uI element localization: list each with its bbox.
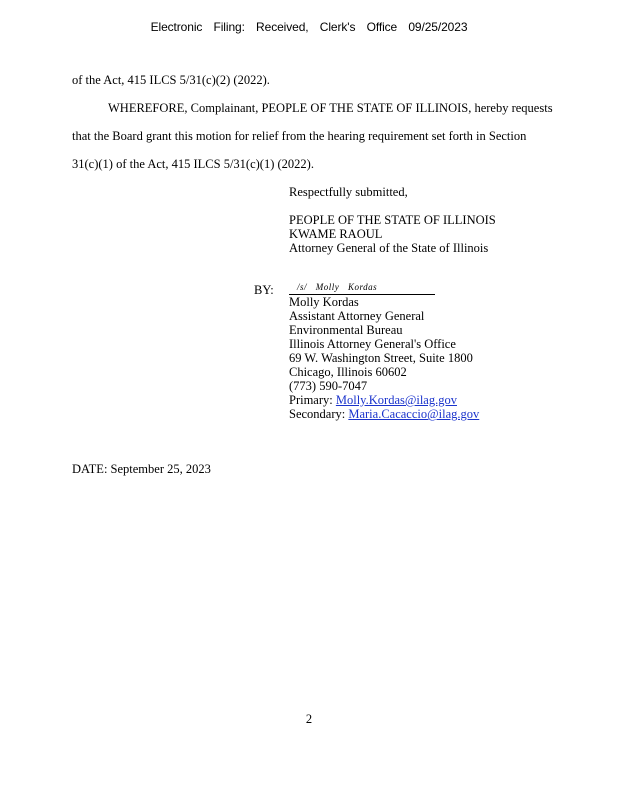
attorney-general-name: KWAME RAOUL (289, 227, 383, 241)
secondary-email-link[interactable]: Maria.Cacaccio@ilag.gov (348, 407, 480, 421)
office-name: Illinois Attorney General's Office (289, 337, 456, 351)
secondary-email-label: Secondary: (289, 407, 346, 421)
body-text-line: 31(c)(1) of the Act, 415 ILCS 5/31(c)(1) (2022). (72, 157, 314, 171)
primary-email-row (289, 393, 479, 407)
street-address: 69 W. Washington Street, Suite 1800 (289, 351, 473, 365)
contact-block (289, 295, 479, 421)
signer-title: Assistant Attorney General (289, 309, 425, 323)
filing-stamp: Electronic Filing: Received, Clerk's Office 09/25/2023 (150, 20, 468, 34)
phone-number: (773) 590-7047 (289, 379, 368, 393)
bureau-name: Environmental Bureau (289, 323, 403, 337)
closing: Respectfully submitted, (289, 185, 408, 199)
primary-email-link[interactable]: Molly.Kordas@ilag.gov (335, 393, 457, 407)
electronic-signature: /s/ Molly Kordas (297, 282, 378, 292)
body-text-line: of the Act, 415 ILCS 5/31(c)(2) (2022). (72, 73, 270, 87)
page-number: 2 (305, 712, 313, 726)
by-label: BY: (254, 283, 274, 297)
primary-email-label: Primary: (289, 393, 333, 407)
party-name: PEOPLE OF THE STATE OF ILLINOIS (289, 213, 496, 227)
attorney-general-title: Attorney General of the State of Illinois (289, 241, 489, 255)
signature-block (289, 185, 496, 255)
wherefore-paragraph: WHEREFORE, Complainant, PEOPLE OF THE STATE OF ILLINOIS, hereby requests (108, 101, 553, 115)
body-text-line: that the Board grant this motion for relief from the hearing requirement set forth in Section (72, 129, 527, 143)
signature-line (289, 282, 435, 295)
secondary-email-row (289, 407, 479, 421)
signer-name: Molly Kordas (289, 295, 359, 309)
date-line: DATE: September 25, 2023 (72, 462, 211, 476)
city-address: Chicago, Illinois 60602 (289, 365, 407, 379)
